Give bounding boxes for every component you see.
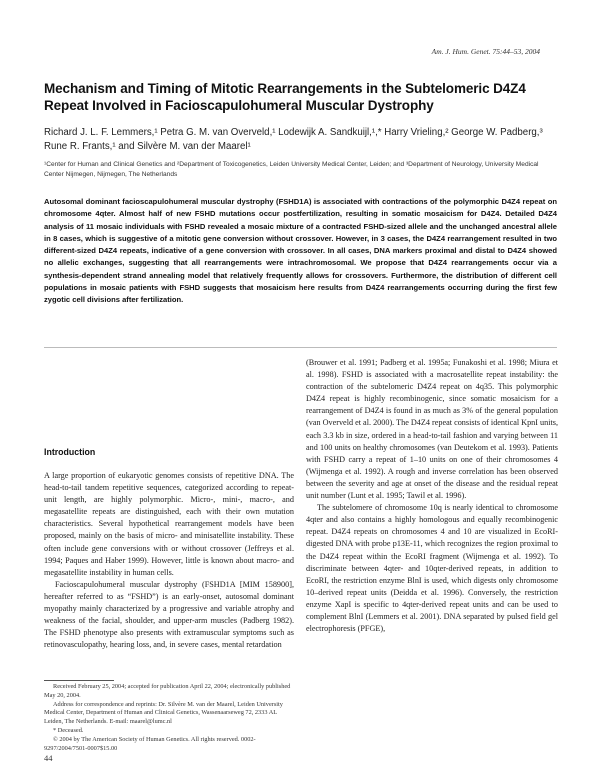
- paragraph: A large proportion of eukaryotic genomes consists of repetitive DNA. The head-to-tail tandem repetitive sequences, categorized according to repeat-unit length, are highly polymorphic. Micro-, mini-, macro-, and megasatellite repeats are distinguished, each with their own mutation characteristics. Several hypothetical rearrangement models have been proposed, mainly on the basis of micro- and minisatellite instability. These often include gene conversions with or without crossover (Jeffreys et al. 1994; Paques and Haber 1999). However, little is known about macro- and megasatellite instability in human cells.: [44, 471, 294, 577]
- paragraph: (Brouwer et al. 1991; Padberg et al. 1995a; Funakoshi et al. 1998; Miura et al. 1998). FSHD is associated with a macrosatellite repeat instability: the contraction of the subtelomeric D4Z4 repeat on 4q35. This polymorphic D4Z4 repeat is highly recombinogenic, since somatic mosaicism for a rearrangement of D4Z4 is found in as much as 3% of the general population (van Overveld et al. 2000). The D4Z4 repeat consists of identical KpnI units, each 3.3 kb in size, ordered in a head-to-tail fashion and varying between 11 and 100 units on healthy chromosomes (van Deutekom et al. 1993). Patients with FSHD carry a repeat of 1–10 units on one of their chromosomes 4 (Wijmenga et al. 1992). A rough and inverse correlation has been observed between the severity and age at onset of the disease and the residual repeat unit number (Lunt et al. 1995; Tawil et al. 1996).: [306, 358, 559, 501]
- right-column: [306, 357, 558, 635]
- paragraph: Facioscapulohumeral muscular dystrophy (FSHD1A [MIM 158900], hereafter referred to as “FSHD”) is an early-onset, autosomal dominant myopathy mainly characterized by a progressive and variable atrophy and weakness of the facial, shoulder, and upper-arm muscles (Padberg 1982). The FSHD phenotype also presents with extramuscular symptoms such as retinovasculopathy, hearing loss, and, in severe cases, mental retardation: [44, 579, 294, 650]
- affiliations: ¹Center for Human and Clinical Genetics and ²Department of Toxicogenetics, Leiden University Medical Center, Leiden; and ³Department of Neurology, University Medical Center Nijmegen, Nijmegen, The Netherlands: [44, 161, 539, 178]
- left-column: [44, 470, 294, 651]
- footnote-deceased: * Deceased.: [53, 726, 84, 734]
- abstract: Autosomal dominant facioscapulohumeral muscular dystrophy (FSHD1A) is associated with contractions of the polymorphic D4Z4 repeat on chromosome 4qter. Almost half of new FSHD mutations occur postfertilization, resulting in somatic mosaicism for D4Z4. Detailed D4Z4 analysis of 11 mosaic individuals with FSHD revealed a mosaic mixture of a contracted FSHD-sized allele and the unchanged ancestral allele in 8 cases, which is suggestive of a mitotic gene conversion without crossover. However, in 3 cases, the D4Z4 rearrangement resulted in two different-sized D4Z4 repeats, indicative of a gene conversion with crossover. In all cases, DNA markers proximal and distal to D4Z4 showed no allelic exchanges, suggesting that all rearrangements were intrachromosomal. We propose that D4Z4 rearrangements occur via a synthesis-dependent strand annealing model that relatively frequently allows for crossovers. Furthermore, the distribution of different cell populations in mosaic patients with FSHD suggests that mosaicism here results from D4Z4 rearrangements occurring during the first few zygotic cell divisions after fertilization.: [44, 197, 557, 305]
- page-number: 44: [44, 753, 53, 763]
- footnote-received: Received February 25, 2004; accepted for publication April 22, 2004; electronically published May 20, 2004.: [44, 683, 291, 699]
- footnote-divider: [44, 680, 114, 681]
- author-list: Richard J. L. F. Lemmers,¹ Petra G. M. van Overveld,¹ Lodewijk A. Sandkuijl,¹,* Harry Vrieling,² George W. Padberg,³ Rune R. Frants,¹ and Silvère M. van der Maarel¹: [44, 127, 543, 152]
- footnote-copyright: © 2004 by The American Society of Human Genetics. All rights reserved. 0002-9297/2004/7501-0007$15.00: [44, 735, 256, 752]
- article-title: Mechanism and Timing of Mitotic Rearrangements in the Subtelomeric D4Z4 Repeat Involved in Facioscapulohumeral Muscular Dystrophy: [44, 81, 526, 113]
- footnotes: [44, 683, 296, 753]
- section-divider: [44, 347, 557, 348]
- journal-citation: Am. J. Hum. Genet. 75:44–53, 2004: [431, 47, 540, 56]
- paragraph: The subtelomere of chromosome 10q is nearly identical to chromosome 4qter and also contains a highly homologous and equally recombinogenic repeat. D4Z4 repeats on chromosomes 4 and 10 are visualized in EcoRI-digested DNA with probe p13E-11, which recognizes the region proximal to the D4Z4 repeat within the EcoRI fragment (Wijmenga et al. 1992). To discriminate between 4qter- and 10qter-derived repeats, in addition to EcoRI, the restriction enzyme BlnI is used, which digests only chromosome 10–derived repeat units (Deidda et al. 1996). Conversely, the restriction enzyme XapI is specific to 4qter-derived repeat units and can be used to complement BlnI (Lemmers et al. 2001). DNA separated by pulsed field gel electrophoresis (PFGE),: [306, 503, 558, 634]
- section-heading-introduction: Introduction: [44, 447, 96, 457]
- footnote-address: Address for correspondence and reprints: Dr. Silvère M. van der Maarel, Leiden University Medical Center, Department of Human and Clinical Genetics, Wassenaarseweg 72, 2333 AL Leiden, The Netherlands. E-mail: maarel@lumc.nl: [44, 700, 283, 726]
